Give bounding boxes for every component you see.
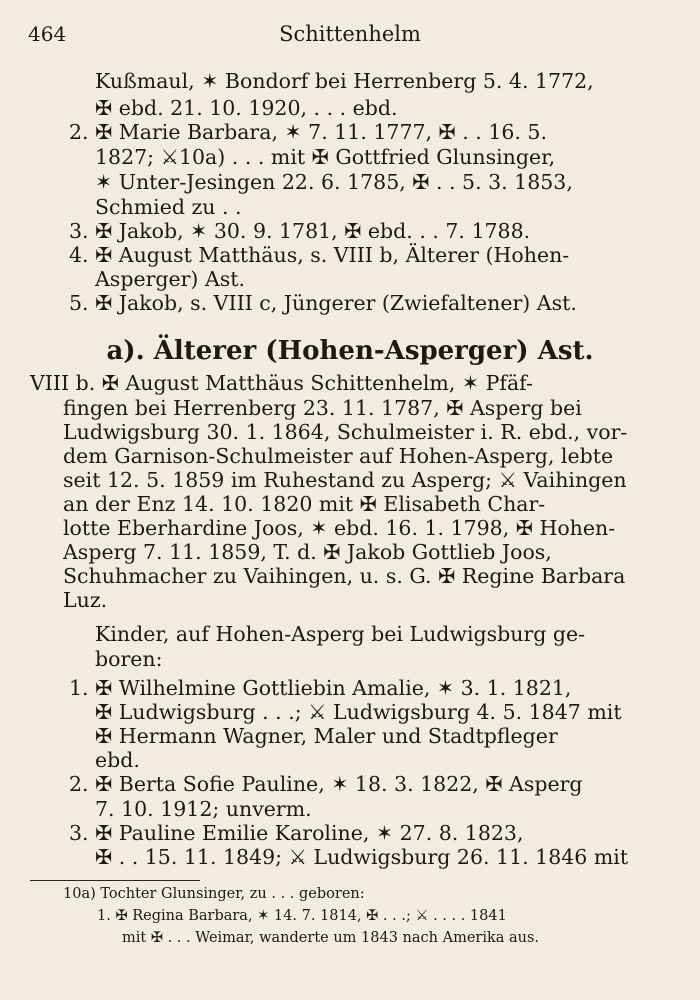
text-line: fingen bei Herrenberg 23. 11. 1787, ✠ Asperg bei xyxy=(63,396,582,420)
text-line: ✠ . . 15. 11. 1849; ⚔ Ludwigsburg 26. 11. 1846 mit xyxy=(95,845,629,869)
text-line: Kinder, auf Hohen-Asperg bei Ludwigsburg ge- xyxy=(95,622,586,646)
page-number: 464 xyxy=(28,22,67,46)
footnote-line: mit ✠ . . . Weimar, wanderte um 1843 nach Amerika aus. xyxy=(122,930,540,946)
text-line: 3. ✠ Jakob, ✶ 30. 9. 1781, ✠ ebd. . . 7. 1788. xyxy=(69,219,531,243)
text-line: boren: xyxy=(95,647,163,671)
text-line: 1. ✠ Wilhelmine Gottliebin Amalie, ✶ 3. 1. 1821, xyxy=(69,676,572,700)
page-header xyxy=(28,22,672,50)
text-line: ✠ Hermann Wagner, Maler und Stadtpfleger xyxy=(95,724,558,748)
text-line: ✠ Ludwigsburg . . .; ⚔ Ludwigsburg 4. 5. 1847 mit xyxy=(95,700,622,724)
text-line: ebd. xyxy=(95,748,140,772)
text-line: 7. 10. 1912; unverm. xyxy=(95,797,312,821)
text-line: 5. ✠ Jakob, s. VIII c, Jüngerer (Zwiefaltener) Ast. xyxy=(69,291,577,315)
text-line: Luz. xyxy=(63,588,108,612)
text-line: Asperg 7. 11. 1859, T. d. ✠ Jakob Gottlieb Joos, xyxy=(63,540,552,564)
text-line: seit 12. 5. 1859 im Ruhestand zu Asperg; ⚔ Vaihingen xyxy=(63,468,627,492)
text-line: VIII b. ✠ August Matthäus Schittenhelm, ✶ Pfäf- xyxy=(30,371,533,395)
text-line: Kußmaul, ✶ Bondorf bei Herrenberg 5. 4. 1772, xyxy=(95,69,594,93)
text-line: Schmied zu . . xyxy=(95,195,242,219)
text-line: ✠ ebd. 21. 10. 1920, . . . ebd. xyxy=(95,96,398,120)
footnote-line: 1. ✠ Regina Barbara, ✶ 14. 7. 1814, ✠ . . .; ⚔ . . . . 1841 xyxy=(97,908,507,924)
section-heading: a). Älterer (Hohen-Asperger) Ast. xyxy=(106,336,594,366)
text-line: lotte Eberhardine Joos, ✶ ebd. 16. 1. 1798, ✠ Hohen- xyxy=(63,516,616,540)
footnote-divider xyxy=(30,880,200,881)
text-line: an der Enz 14. 10. 1820 mit ✠ Elisabeth Char- xyxy=(63,492,546,516)
text-line: 2. ✠ Marie Barbara, ✶ 7. 11. 1777, ✠ . . 16. 5. xyxy=(69,120,547,144)
text-line: 3. ✠ Pauline Emilie Karoline, ✶ 27. 8. 1823, xyxy=(69,821,524,845)
text-line: ✶ Unter-Jesingen 22. 6. 1785, ✠ . . 5. 3. 1853, xyxy=(95,170,573,194)
text-line: 4. ✠ August Matthäus, s. VIII b, Älterer (Hohen- xyxy=(69,243,570,267)
footnote-line: 10a) Tochter Glunsinger, zu . . . geboren: xyxy=(63,886,365,902)
running-head: Schittenhelm xyxy=(279,22,421,46)
text-line: Asperger) Ast. xyxy=(95,267,246,291)
text-line: 2. ✠ Berta Sofie Pauline, ✶ 18. 3. 1822, ✠ Asperg xyxy=(69,772,583,796)
text-line: dem Garnison-Schulmeister auf Hohen-Asperg, lebte xyxy=(63,444,614,468)
text-line: Schuhmacher zu Vaihingen, u. s. G. ✠ Regine Barbara xyxy=(63,564,626,588)
text-line: Ludwigsburg 30. 1. 1864, Schulmeister i. R. ebd., vor- xyxy=(63,420,628,444)
text-line: 1827; ⚔10a) . . . mit ✠ Gottfried Glunsinger, xyxy=(95,145,556,169)
